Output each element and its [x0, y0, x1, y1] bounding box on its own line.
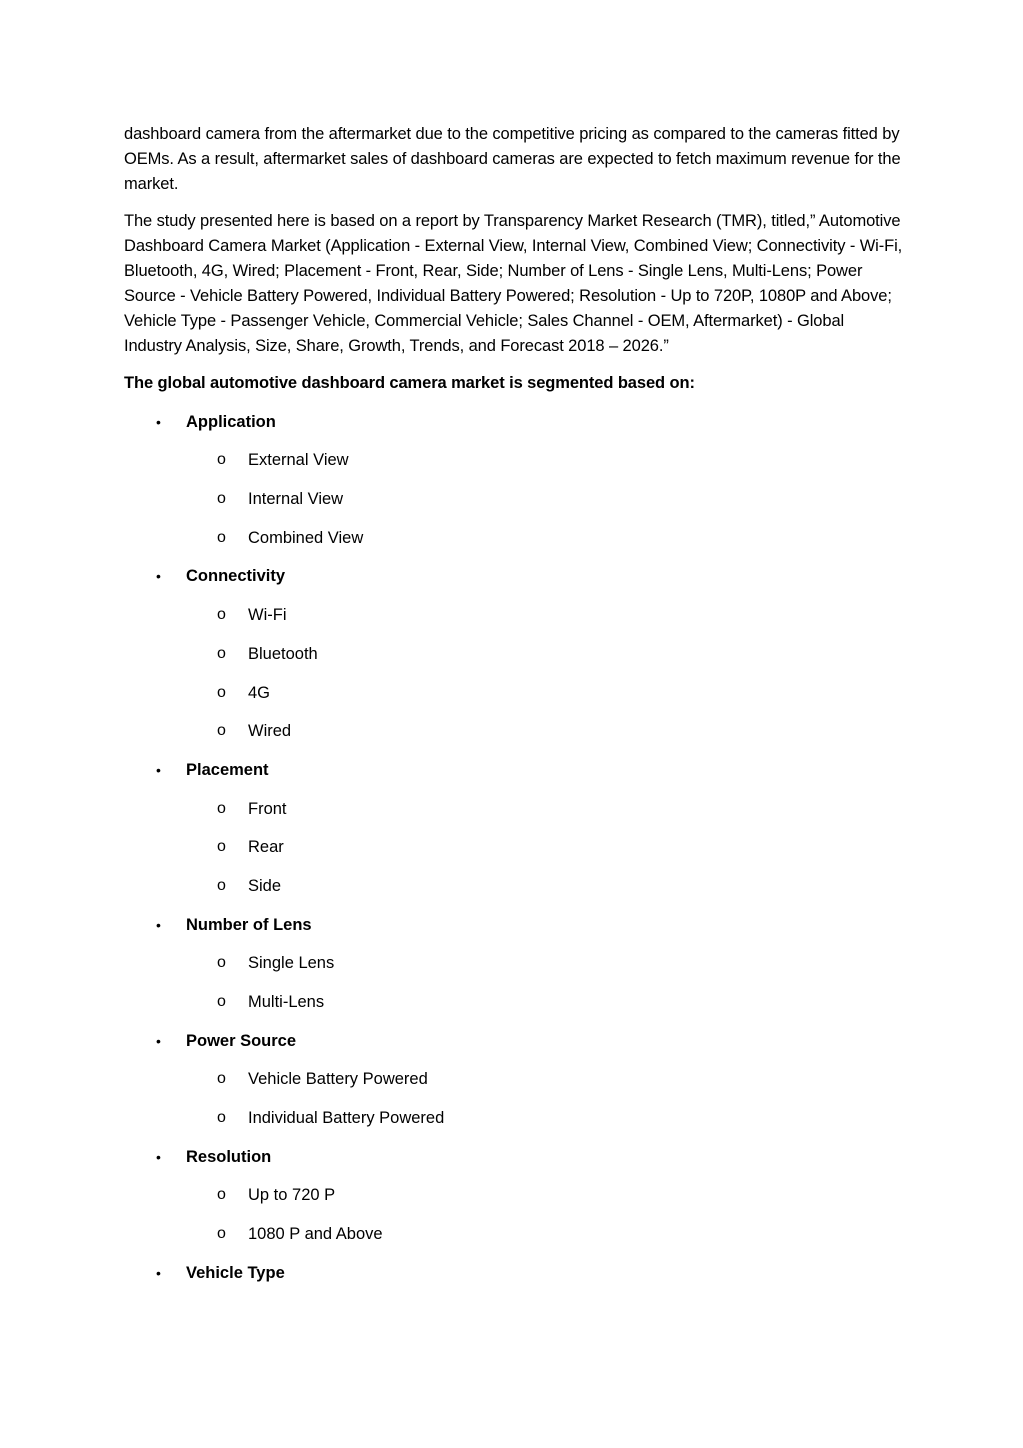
segment-title: Resolution — [186, 1147, 272, 1166]
segment-title: Power Source — [186, 1031, 297, 1050]
sub-list — [124, 1067, 904, 1131]
bullet-icon: • — [156, 568, 161, 585]
list-item — [124, 681, 904, 706]
list-item-text: Internal View — [248, 490, 344, 509]
segment-heading: The global automotive dashboard camera market is segmented based on: — [124, 374, 695, 392]
bullet-icon: • — [156, 761, 161, 778]
circle-bullet-icon: o — [217, 876, 226, 894]
list-item-text: Single Lens — [248, 954, 335, 973]
list-item — [124, 1067, 904, 1092]
bullet-icon: • — [156, 916, 161, 933]
list-item — [124, 719, 904, 744]
list-item — [124, 1183, 904, 1208]
circle-bullet-icon: o — [217, 1070, 226, 1088]
segment-list — [124, 410, 904, 1286]
document-page — [124, 122, 904, 1286]
segment-vehicle-type — [124, 1261, 904, 1286]
circle-bullet-icon: o — [217, 1109, 226, 1127]
circle-bullet-icon: o — [217, 683, 226, 701]
list-item — [124, 1106, 904, 1131]
list-item — [124, 487, 904, 512]
list-item — [124, 835, 904, 860]
circle-bullet-icon: o — [217, 722, 226, 740]
list-item — [124, 448, 904, 473]
circle-bullet-icon: o — [217, 954, 226, 972]
sub-list — [124, 951, 904, 1015]
list-item-text: Rear — [248, 838, 284, 857]
circle-bullet-icon: o — [217, 490, 226, 508]
segment-title: Number of Lens — [186, 915, 312, 934]
list-item-text: External View — [248, 451, 349, 470]
sub-list — [124, 448, 904, 550]
sub-list — [124, 603, 904, 744]
circle-bullet-icon: o — [217, 1225, 226, 1243]
segment-title: Application — [186, 412, 276, 431]
list-item-text: Multi-Lens — [248, 993, 325, 1011]
segment-title: Connectivity — [186, 567, 286, 586]
intro-paragraph: dashboard camera from the aftermarket due to the competitive pricing as compared to the cameras fitted by OEMs. As a result, aftermarket sales of dashboard cameras are expected to fetch maximum revenue for the market. — [124, 125, 901, 193]
segment-connectivity — [124, 564, 904, 744]
list-item — [124, 526, 904, 551]
segment-title: Vehicle Type — [186, 1263, 285, 1282]
bullet-icon: • — [156, 413, 161, 430]
segment-number-of-lens — [124, 913, 904, 1015]
bullet-icon: • — [156, 1264, 161, 1281]
sub-list — [124, 1183, 904, 1247]
segment-application — [124, 410, 904, 551]
list-item-text: Up to 720 P — [248, 1186, 336, 1205]
list-item-text: Individual Battery Powered — [248, 1109, 445, 1128]
list-item — [124, 603, 904, 628]
list-item — [124, 642, 904, 667]
list-item — [124, 874, 904, 899]
list-item-text: Wi-Fi — [248, 606, 287, 625]
list-item-text: Front — [248, 799, 287, 818]
segment-power-source — [124, 1029, 904, 1131]
list-item-text: Side — [248, 876, 282, 895]
list-item — [124, 797, 904, 822]
list-item-text: Vehicle Battery Powered — [248, 1070, 428, 1089]
study-paragraph: The study presented here is based on a report by Transparency Market Research (TMR), titled,” Automotive Dashboard Camera Market (Application - External View, Internal View, Combined View; Connectivity - Wi-Fi, Bluetooth, 4G, Wired; Placement - Front, Rear, Side; Number of Lens - Single Lens, Multi-Lens; Power Source - Vehicle Battery Powered, Individual Battery Powered; Resolution - Up to 720P, 1080P and Above; Vehicle Type - Passenger Vehicle, Commercial Vehicle; Sales Channel - OEM, Aftermarket) - Global Industry Analysis, Size, Share, Growth, Trends, and Forecast 2018 – 2026.” — [124, 212, 903, 355]
bullet-icon: • — [156, 1032, 161, 1049]
list-item — [124, 990, 904, 1015]
segment-resolution — [124, 1145, 904, 1247]
list-item-text: 4G — [248, 683, 271, 702]
sub-list — [124, 797, 904, 899]
list-item-text: Combined View — [248, 528, 364, 547]
circle-bullet-icon: o — [217, 606, 226, 624]
circle-bullet-icon: o — [217, 528, 226, 546]
circle-bullet-icon: o — [217, 451, 226, 469]
segment-title: Placement — [186, 760, 269, 779]
list-item — [124, 1222, 904, 1247]
list-item — [124, 951, 904, 976]
circle-bullet-icon: o — [217, 1186, 226, 1204]
circle-bullet-icon: o — [217, 838, 226, 856]
list-item-text: 1080 P and Above — [248, 1225, 383, 1244]
circle-bullet-icon: o — [217, 644, 226, 662]
circle-bullet-icon: o — [217, 799, 226, 817]
list-item-text: Bluetooth — [248, 644, 318, 663]
list-item-text: Wired — [248, 722, 292, 741]
segment-placement — [124, 758, 904, 899]
bullet-icon: • — [156, 1148, 161, 1165]
circle-bullet-icon: o — [217, 993, 226, 1010]
